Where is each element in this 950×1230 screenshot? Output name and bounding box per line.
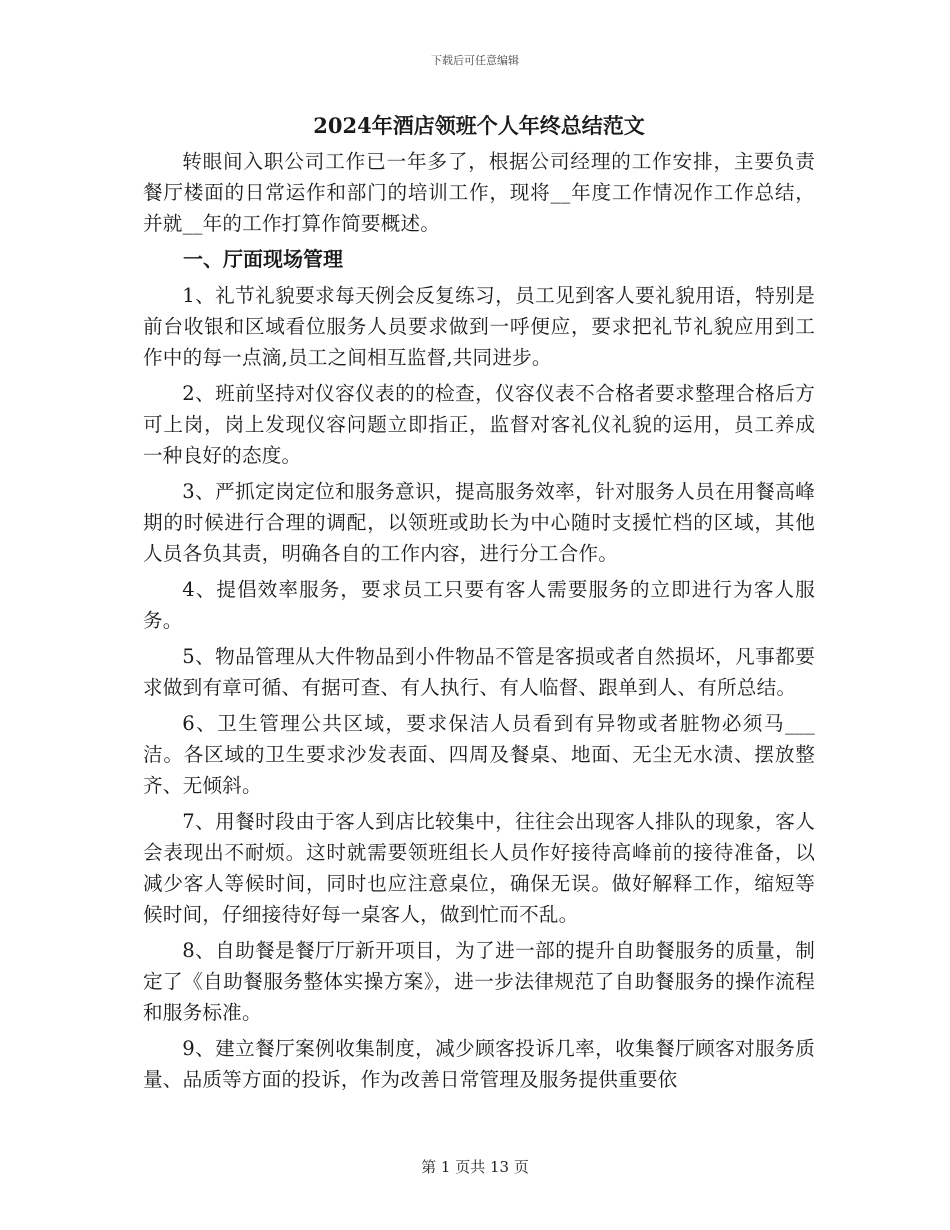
list-item: 3、严抓定岗定位和服务意识，提高服务效率，针对服务人员在用餐高峰期的时候进行合理的调配，以领班或助长为中心随时支援忙档的区域，其他人员各负其责，明确各自的工作内容，进行分工合作。 [143,480,815,565]
list-item: 8、自助餐是餐厅厅新开项目，为了进一部的提升自助餐服务的质量，制定了《自助餐服务整体实操方案》，进一步法律规范了自助餐服务的操作流程和服务标准。 [143,939,815,1024]
section-heading-1: 一、厅面现场管理 [183,247,343,271]
list-item: 4、提倡效率服务，要求员工只要有客人需要服务的立即进行为客人服务。 [143,578,815,632]
page-footer: 第 1 页共 13 页 [421,1158,529,1176]
document-body [143,108,815,1100]
intro-paragraph: 转眼间入职公司工作已一年多了，根据公司经理的工作安排，主要负责餐厅楼面的日常运作和部门的培训工作，现将__年度工作情况作工作总结，并就__年的工作打算作简要概述。 [143,150,815,235]
list-item: 1、礼节礼貌要求每天例会反复练习，员工见到客人要礼貌用语，特别是前台收银和区域看位服务人员要求做到一呼便应，要求把礼节礼貌应用到工作中的每一点滴,员工之间相互监督,共同进步。 [143,284,815,369]
list-item: 9、建立餐厅案例收集制度，减少顾客投诉几率，收集餐厅顾客对服务质量、品质等方面的投诉，作为改善日常管理及服务提供重要依 [143,1037,815,1091]
list-item: 2、班前坚持对仪容仪表的的检查，仪容仪表不合格者要求整理合格后方可上岗，岗上发现仪容问题立即指正，监督对客礼仪礼貌的运用，员工养成一种良好的态度。 [143,382,815,467]
list-item: 7、用餐时段由于客人到店比较集中，往往会出现客人排队的现象，客人会表现出不耐烦。这时就需要领班组长人员作好接待高峰前的接待准备，以减少客人等候时间，同时也应注意桌位，确保无误。做好解释工作，缩短等候时间，仔细接待好每一桌客人，做到忙而不乱。 [143,810,815,926]
header-note: 下载后可任意编辑 [431,54,519,67]
document-title: 2024年酒店领班个人年终总结范文 [313,113,645,138]
list-item: 5、物品管理从大件物品到小件物品不管是客损或者自然损坏，凡事都要求做到有章可循、有据可查、有人执行、有人临督、跟单到人、有所总结。 [143,645,815,699]
list-item: 6、卫生管理公共区域，要求保洁人员看到有异物或者脏物必须马___洁。各区域的卫生要求沙发表面、四周及餐桌、地面、无尘无水渍、摆放整齐、无倾斜。 [143,712,815,797]
